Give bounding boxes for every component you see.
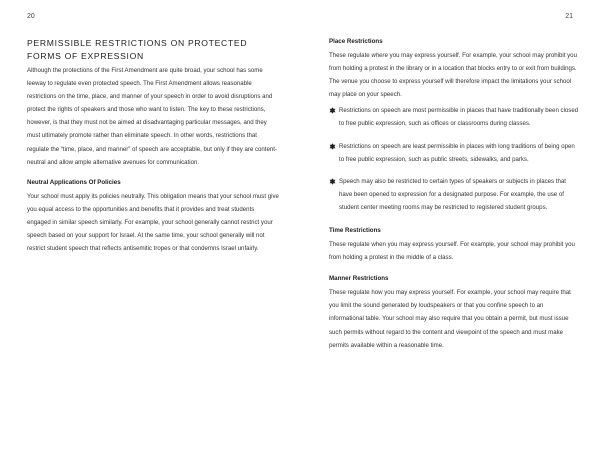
bullet-text: Restrictions on speech are least permissible in places with long traditions of being open to free public expression, such as public streets, sidewalks, and parks. [339,142,575,163]
right-column [329,37,579,362]
left-column [27,37,279,264]
manner-heading: Manner Restrictions [329,275,389,283]
bullet-text: Restrictions on speech are most permissible in places that have traditionally been closed to free public expression, such as offices or classrooms during classes. [339,107,579,128]
title-line-2: FORMS OF EXPRESSION [27,51,144,61]
place-bullet-list [329,104,579,214]
intro-paragraph: Although the protections of the First Amendment are quite broad, your school has some leeway to regulate even protected speech. The First Amendment allows reasonable restrictions on the time, place, and manner of your speech in order to avoid disruptions and protect the rights of speakers and those who want to listen. The key to these restrictions, however, is that they must not be aimed at disadvantaging particular messages, and they must ultimately promote rather than eliminate speech. In other words, restrictions that regulate the “time, place, and manner” of speech are acceptable, but only if they are content-neutral and allow ample alternative avenues for communication. [27,67,277,166]
place-paragraph: These regulate where you may express yourself. For example, your school may prohibit you from holding a protest in the library or in a location that blocks entry to or exit from buildings. The venue you choose to express yourself will therefore impact the limitations your school may place on your speech. [329,52,577,99]
neutral-paragraph: Your school must apply its policies neutrally. This obligation means that your school must give you equal access to the opportunities and benefits that it provides and treat students engaged in similar speech similarly. For example, your school generally cannot restrict your speech based on your support for Israel. At the same time, your school generally will not restrict student speech that reflects antisemitic tropes or that condemns Israel unfairly. [27,192,279,253]
section-neutral-applications [27,178,279,255]
star-of-david-icon [329,107,336,114]
page-title [27,37,279,63]
manner-paragraph: These regulate how you may express yourself. For example, your school may require that you limit the sound generated by loudspeakers or that you confine speech to an informational table. Your school may also require that you obtain a permit, but must issue such permits without regard to the content and viewpoint of the speech and must make permits available within a reasonable time. [329,289,571,349]
section-place-restrictions [329,37,579,214]
section-manner-restrictions [329,274,579,351]
time-paragraph: These regulate when you may express yourself. For example, your school may prohibit you from holding a protest in the middle of a class. [329,241,575,262]
bullet-text: Speech may also be restricted to certain types of speakers or subjects in places that have been opened to expression for a designated purpose. For example, the use of student center meeting rooms may be restricted to registered student groups. [339,177,566,211]
section-time-restrictions [329,226,579,264]
page-number-left: 20 [27,13,35,20]
list-item [329,140,579,166]
list-item [329,175,579,214]
list-item [329,104,579,130]
place-heading: Place Restrictions [329,38,383,45]
section-permissible-restrictions [27,37,279,169]
time-heading: Time Restrictions [329,227,381,235]
neutral-heading: Neutral Applications Of Policies [27,178,121,186]
star-of-david-icon [329,178,336,185]
title-line-1: PERMISSIBLE RESTRICTIONS ON PROTECTED [27,38,248,48]
page-number-right: 21 [565,13,573,20]
star-of-david-icon [329,143,336,150]
